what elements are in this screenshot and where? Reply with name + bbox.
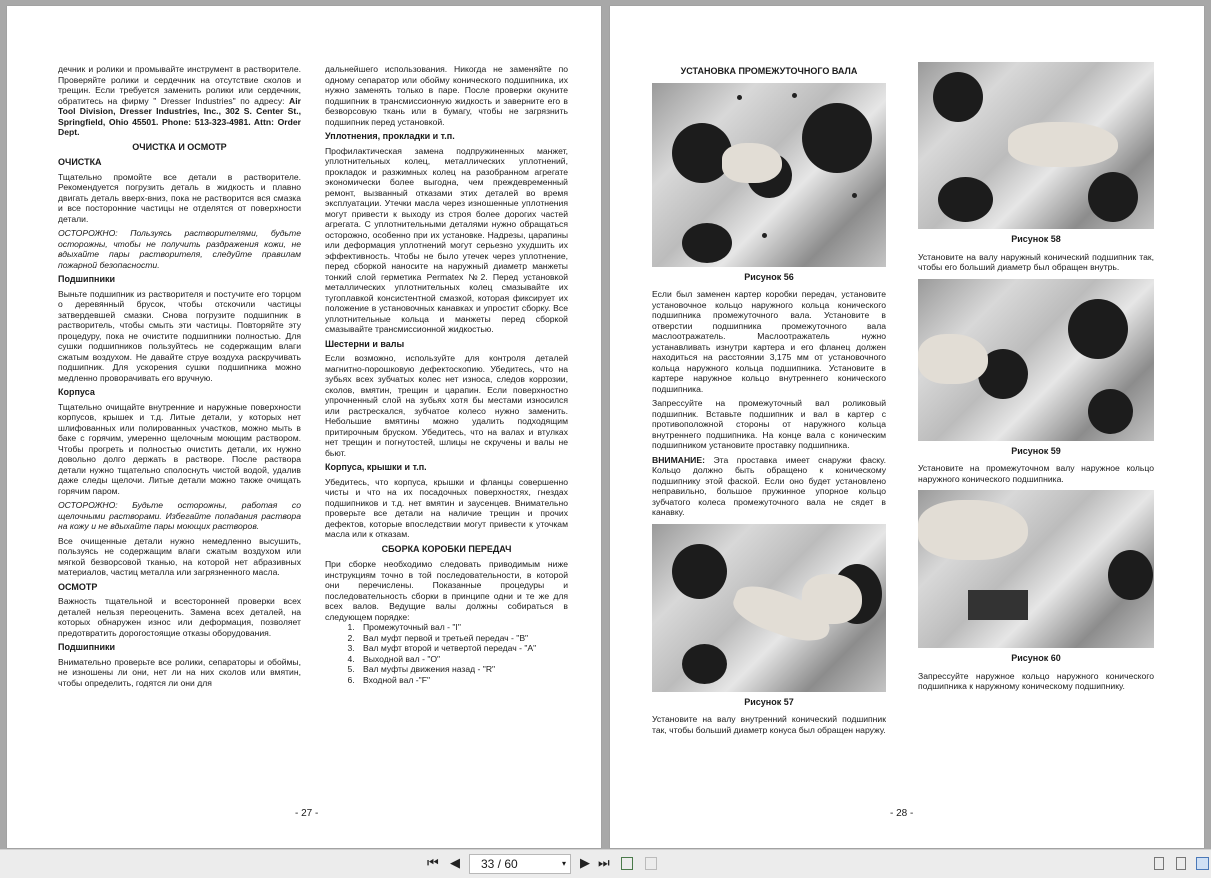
figure-caption: Рисунок 56 [744, 271, 794, 282]
list-item: 5. Вал муфты движения назад - "R" [357, 664, 568, 675]
two-page-view-icon[interactable] [1196, 857, 1209, 870]
list-item: 4. Выходной вал - "O" [357, 654, 568, 665]
paragraph: Тщательно очищайте внутренние и наружные поверхности корпусов, крышек и т.д. Литые детали, у которых нет шлифованных или полированных участков, можно мыть в баке с горячим, умеренно щелочным моющим раствором. Чтобы прогреть и полностью очистить детали, их нужно довольно долго держать в растворе. После раствора детали нужно тщательно сполоснуть чистой водой, удалив даже следы щелочи. Литые детали можно также очищать горячим паром. [58, 401, 301, 496]
list-item: 6. Входной вал -"F" [357, 675, 568, 686]
paragraph: При сборке необходимо следовать приводимым ниже инструкциям точно в той последовательности, в которой они перечислены. Показанные процедуры и последовательность сборки в принципе одни и те же для всех валов. Ведущие валы должны собираться в следующем порядке: [325, 559, 568, 622]
subheading: Шестерни и валы [325, 338, 405, 349]
caution-note: ОСТОРОЖНО: Будьте осторожны, работая со щелочными растворами. Избегайте попадания раствора на кожу и не вдыхайте пары моющих растворов. [58, 500, 301, 531]
left-page-column-1 [58, 64, 301, 692]
right-page-column-2 [918, 62, 1154, 696]
paragraph: Если был заменен картер коробки передач, установите установочное кольцо наружного кольца конического подшипника промежуточного вала. Установите в отверстии подшипника промежуточного вала маслоотражатель. Маслоотражатель нужно устанавливать изнутри картера и его фланец должен находиться на расстоянии 3,175 мм от установочного кольца наружного кольца подшипника. Установите в картере наружное кольцо внутреннего конического подшипника. [652, 289, 886, 394]
paragraph: дальнейшего использования. Никогда не заменяйте по одному сепаратор или обойму конического подшипника, их нужно заменять только в паре. После проверки окуните подшипник в трансмиссионную жидкость и заверните его в безворсовую ткань или в бумагу, чтобы не загрязнить подшипник перед установкой. [325, 64, 568, 127]
paragraph: Запрессуйте наружное кольцо наружного конического подшипника к наружному коническому подшипнику. [918, 670, 1154, 691]
figure-caption: Рисунок 57 [744, 696, 794, 707]
subheading: Подшипники [58, 642, 116, 652]
figure-caption: Рисунок 59 [1011, 445, 1061, 456]
attention-label: ВНИМАНИЕ: [652, 454, 705, 465]
paragraph: Убедитесь, что корпуса, крышки и фланцы совершенно чисты и что на их посадочных поверхностях, гнездах подшипников и т.д. нет вмятин и заусенцев. Внимательно проверьте все детали на наличие трещин и прочих дефектов, которые впоследствии могут привести к уточкам масла или к отказам. [325, 476, 568, 539]
list-item: 3. Вал муфт второй и четвертой передач - "A" [357, 643, 568, 654]
section-heading: СБОРКА КОРОБКИ ПЕРЕДАЧ [381, 543, 512, 554]
subheading: Корпуса [58, 387, 95, 397]
subheading: ОСМОТР [58, 581, 98, 592]
paragraph: Запрессуйте на промежуточный вал роликовый подшипник. Вставьте подшипник и вал в картер с противоположной стороны от наружного кольца внутреннего подшипника. На конце вала с коническим подшипником установите проставку подшипника. [652, 398, 886, 450]
next-page-button[interactable]: ▶ [580, 855, 590, 870]
figure-59-photo [918, 279, 1154, 441]
paragraph: Установите на валу внутренний конический подшипник так, чтобы больший диаметр конуса был обращен наружу. [652, 714, 886, 735]
assembly-order-list [343, 622, 568, 685]
attention-note [652, 455, 886, 518]
page-number-value: 33 / 60 [481, 857, 518, 871]
paragraph: дечник и ролики и промывайте инструмент в растворителе. Проверяйте ролики и сердечник на отсутствие сколов и трещин. Если требуется заменить ролики или сердечник, обратитесь на фирму " Dresser Industries" по адресу: [58, 64, 301, 106]
paragraph: Установите на промежуточном валу наружное кольцо наружного конического подшипника. [918, 463, 1154, 484]
go-forward-view-icon[interactable] [645, 857, 657, 870]
paragraph: Все очищенные детали нужно немедленно высушить, пользуясь не содержащим влаги сжатым воздухом или мягкой безворсовой тканью, на которой нет абразивных материалов, частиц металла или загрязненного масла. [58, 535, 301, 577]
figure-caption: Рисунок 58 [1011, 234, 1061, 244]
continuous-view-icon[interactable] [1176, 857, 1186, 870]
section-heading: УСТАНОВКА ПРОМЕЖУТОЧНОГО ВАЛА [680, 66, 858, 76]
first-page-button[interactable]: ⏮ [427, 855, 439, 870]
page-number: - 28 - [890, 808, 914, 819]
paragraph: Важность тщательной и всесторонней проверки всех деталей нельзя переоценить. Замена всех деталей, на которых обнаружен износ или деформация, позволяет предотвратить дорогостоящие отказы оборудования. [58, 596, 301, 638]
figure-60-photo [918, 490, 1154, 648]
page-number-selector[interactable] [469, 854, 571, 874]
previous-page-button[interactable]: ◀ [450, 855, 460, 870]
page-28 [610, 6, 1204, 848]
paragraph: Внимательно проверьте все ролики, сепараторы и обоймы, не изношены ли они, нет ли на них сколов или вмятин, чтобы определить, годятся ли они для [58, 656, 301, 688]
figure-caption: Рисунок 60 [1011, 653, 1061, 663]
address-bold: Air Tool Division, Dresser Industries, Inc., 302 S. Center St., Springfield, Ohio 45501. Phone: 513-323-4981. Attn: Order Dept. [58, 95, 301, 137]
subheading: Уплотнения, прокладки и т.п. [325, 131, 455, 141]
go-back-view-icon[interactable] [621, 857, 633, 870]
attention-text: Эта проставка имеет снаружи фаску. Кольцо должно быть обращено к коническому подшипнику этой фаской. Если оно будет установлено неправильно, большое пружинное упорное кольцо зубчатого колеса промежуточного вала не сядет в канавку. [652, 454, 886, 517]
subheading: Подшипники [58, 274, 116, 284]
page-27 [7, 6, 601, 848]
paragraph: Профилактическая замена подпружиненных манжет, уплотнительных колец, металлических уплотнений, прокладок и разжимных колец на разобранном агрегате экономически более выгодна, чем преждевременный ремонт, вызванный отказами этих деталей во время эксплуатации. Утечки масла через изношенные уплотнения могут привести к выходу из строя более дорогих частей агрегата. С уплотнительными деталями нужно обращаться осторожно, особенно при их установке. Надрезы, царапины или деформация уплотнений могут серьезно ухудшить их эффективность. Чтобы не было утечек через уплотнение, перед сборкой наносите на наружный диаметр манжеты тонкий слой герметика Permatex №2. Перед установкой металлических уплотнительных колец смазывайте их тугоплавкой консистентной смазкой, которая фиксирует их положение в установочных канавках и упростит сборку. Все уплотнительные кольца и манжеты перед сборкой смазывайте трансмиссионной жидкостью. [325, 145, 568, 334]
list-item: 1. Промежуточный вал - "I" [357, 622, 568, 633]
last-page-button[interactable]: ⏭ [598, 855, 610, 870]
dropdown-arrow-icon[interactable]: ▾ [561, 859, 566, 868]
page-number: - 27 - [295, 808, 319, 819]
figure-57-photo [652, 524, 886, 692]
left-page-column-2 [325, 64, 568, 685]
figure-58-photo [918, 62, 1154, 229]
right-page-column-1 [652, 62, 886, 739]
paragraph: Выньте подшипник из растворителя и постучите его торцом о деревянный брусок, чтобы отскочили частицы затвердевшей смазки. Снова погрузите подшипник в растворитель, чтобы смыть эти частицы. Повторяйте эту процедуру, пока не очистите подшипники полностью. Для сушки подшипников пользуйтесь не содержащим влаги сжатым воздухом. Не давайте струе воздуха раскручивать подшипник. Для ускорения сушки подшипника можно медленно проворачивать его вручную. [58, 288, 301, 383]
single-page-view-icon[interactable] [1154, 857, 1164, 870]
paragraph: Если возможно, используйте для контроля деталей магнитно-порошковую дефектоскопию. Убедитесь, что на зубьях всех зубчатых колес нет износа, следов коррозии, сколов, вмятин, трещин и царапин. Если поверхностно упрочненный слой на зубьях хотя бы местами износился или растрескался, зубчатое колесо нужно заменить. Небольшие вмятины можно удалить подходящим притирочным бруском. Убедитесь, что на валах и втулках нет трещин и погнутостей, шлицы не скручены и валы не бьют. [325, 353, 568, 458]
paragraph: Тщательно промойте все детали в растворителе. Рекомендуется погрузить деталь в жидкость и плавно двигать деталь вверх-вниз, пока не растворится вся смазка и все посторонние частицы не отделятся от поверхности детали. [58, 171, 301, 224]
subheading: ОЧИСТКА [58, 157, 102, 167]
caution-note: ОСТОРОЖНО: Пользуясь растворителями, будьте осторожны, чтобы не получить раздражения кожи, не вдыхайте пары растворителя, следуйте правилам пожарной безопасности. [58, 228, 301, 270]
subheading: Корпуса, крышки и т.п. [325, 462, 427, 472]
list-item: 2. Вал муфт первой и третьей передач - "B" [357, 633, 568, 644]
paragraph: Установите на валу наружный конический подшипник так, чтобы его больший диаметр был обращен внутрь. [918, 251, 1154, 272]
section-heading: ОЧИСТКА И ОСМОТР [132, 141, 227, 152]
navigation-toolbar [0, 849, 1211, 878]
figure-56-photo [652, 83, 886, 267]
